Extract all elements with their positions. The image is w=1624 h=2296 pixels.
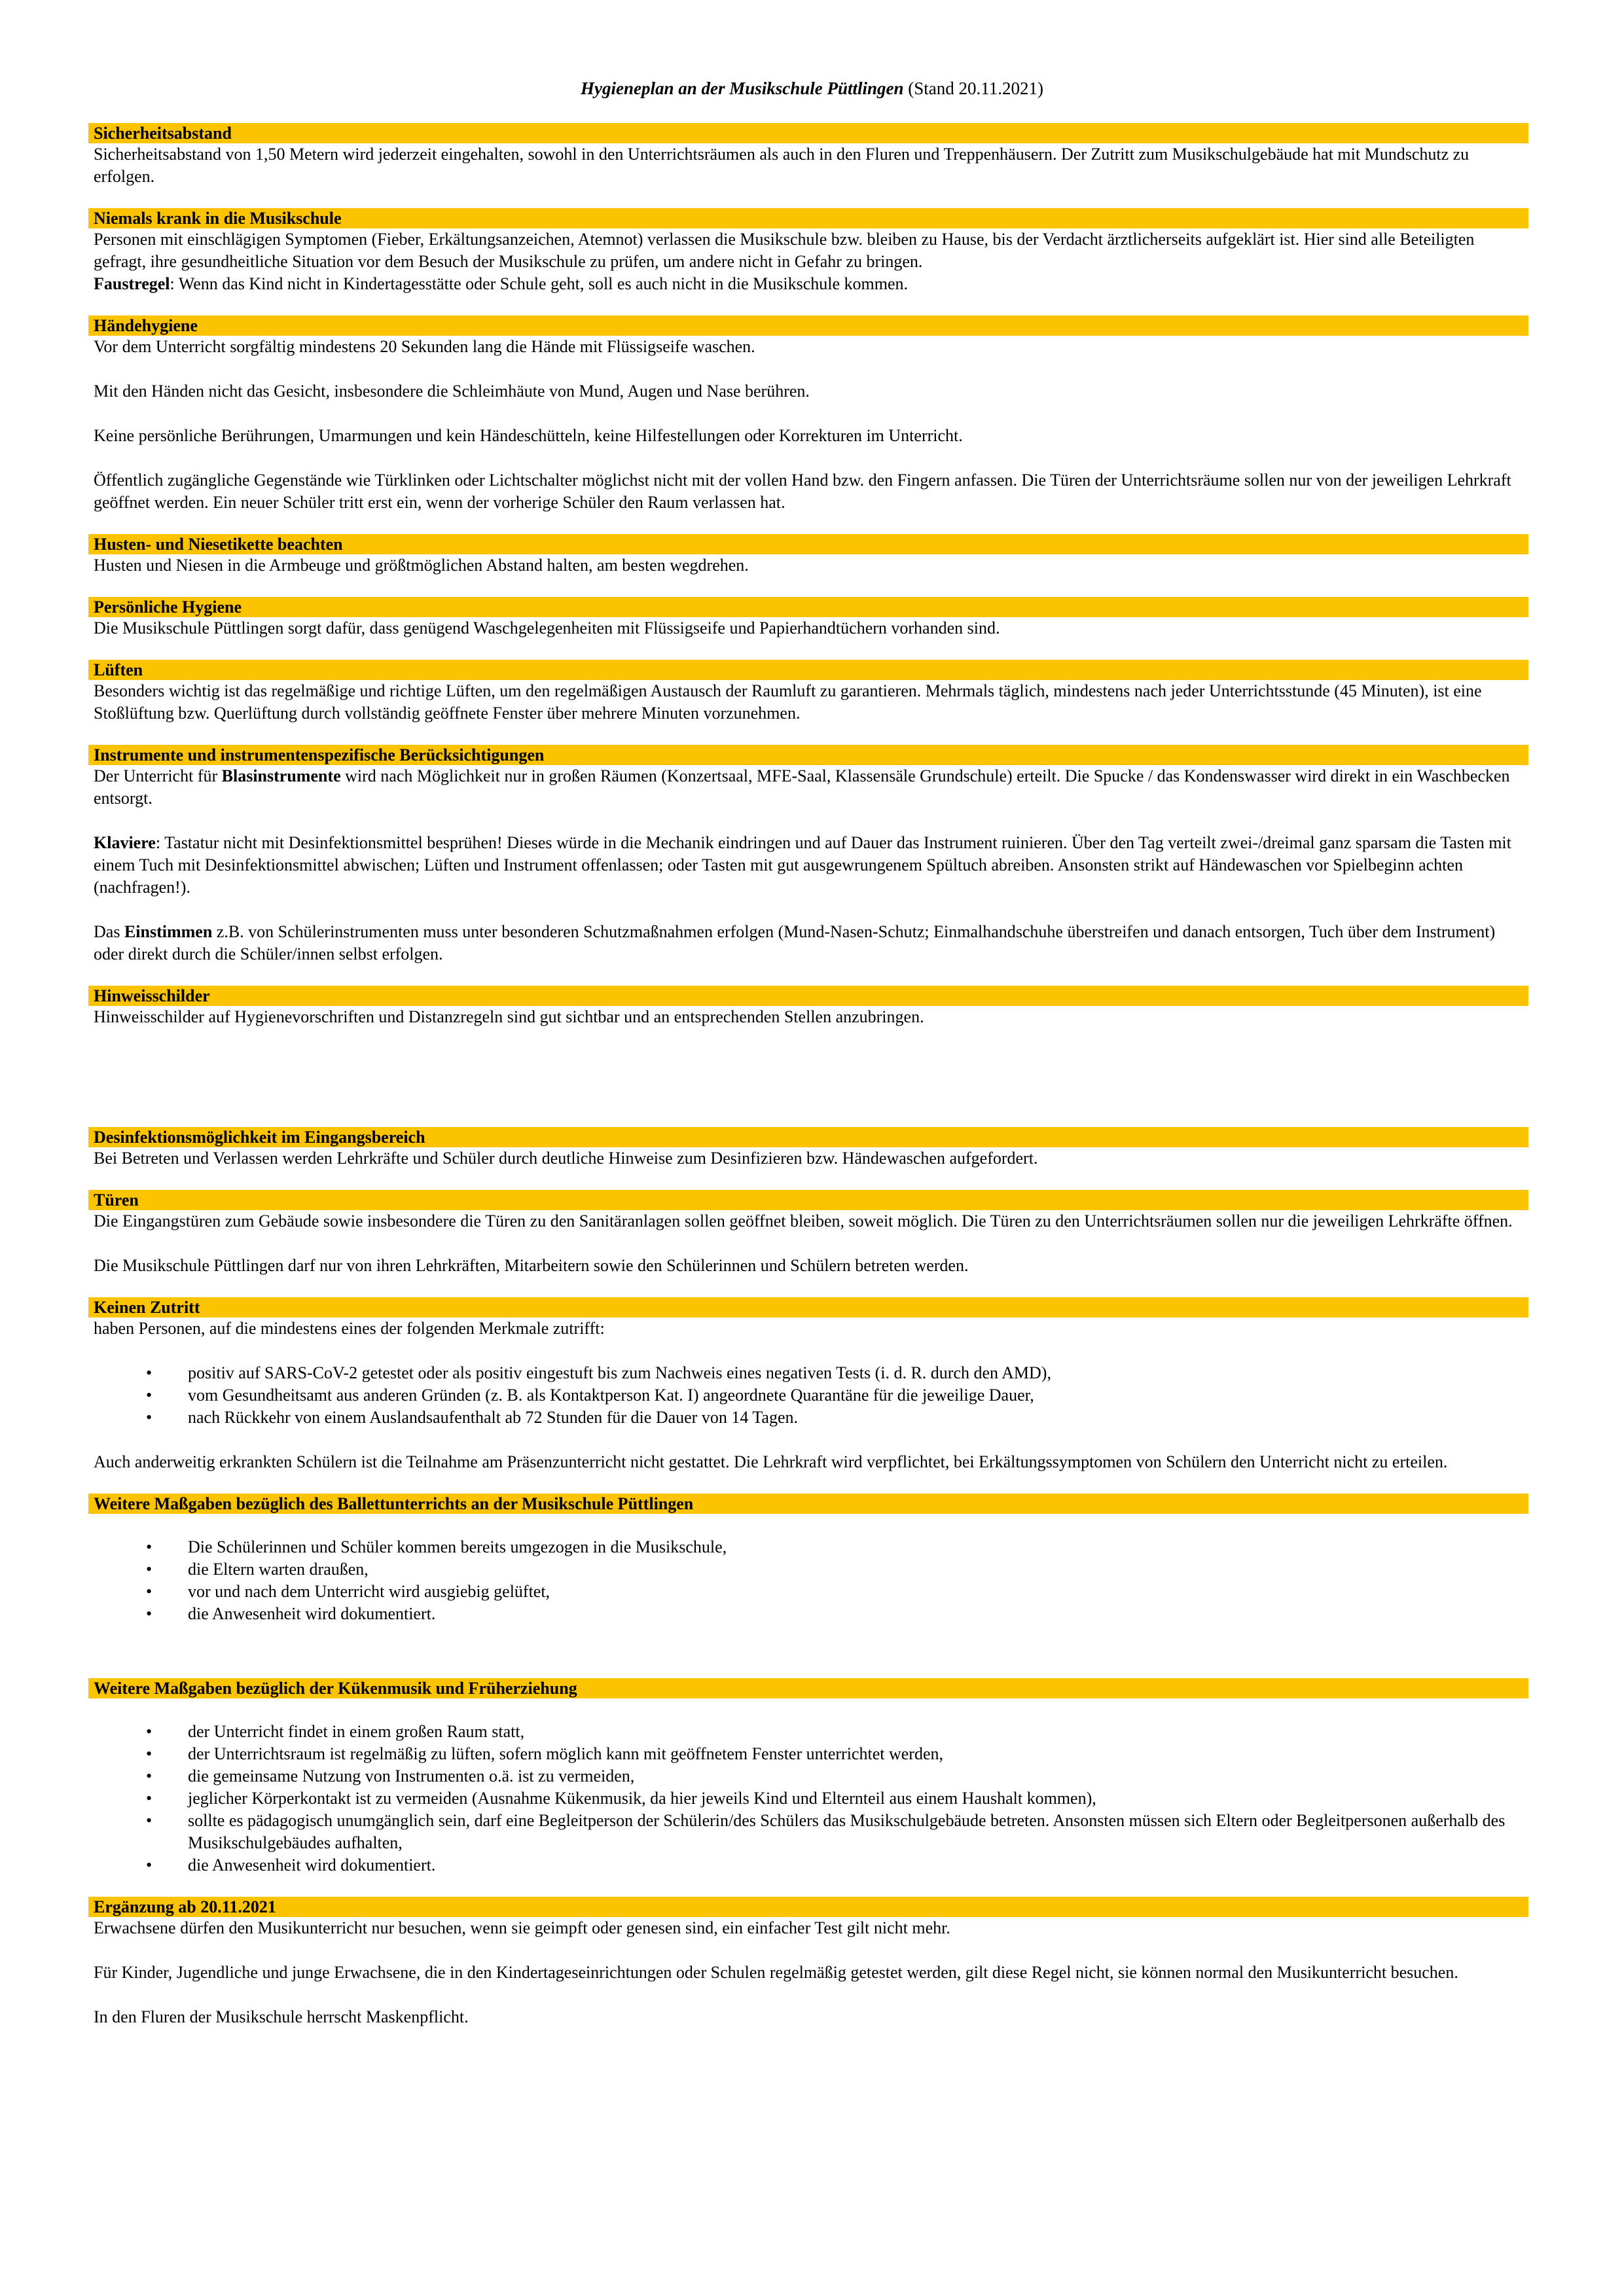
section-persoenliche-hygiene (88, 597, 1528, 639)
paragraph: Bei Betreten und Verlassen werden Lehrkräfte und Schüler durch deutliche Hinweise zum Desinfizieren bzw. Händewaschen aufgefordert. (94, 1149, 1038, 1168)
section-body (88, 1147, 1528, 1170)
section-niemals-krank (88, 208, 1528, 295)
text: wird nach Möglichkeit nur in großen Räumen (Konzertsaal, MFE-Saal, Klassensäle Grundschule) erteilt. Die Spucke / das Kondenswasser wird direkt in ein Waschbecken entsorgt. (94, 766, 1510, 808)
section-heading: Instrumente und instrumentenspezifische Berücksichtigungen (88, 745, 1528, 765)
section-heading: Händehygiene (88, 315, 1528, 336)
list-item: • jeglicher Körperkontakt ist zu vermeiden (Ausnahme Kükenmusik, da hier jeweils Kind und Elternteil aus einem Haushalt kommen), (94, 1787, 1528, 1810)
text: : Tastatur nicht mit Desinfektionsmittel besprühen! Dieses würde in die Mechanik eindringen und auf Dauer das Instrument ruinieren. Über den Tag verteilt zwei-/dreimal ganz sparsam die Tasten mit einem Tuch mit Desinfektionsmittel abwischen; Lüften und Instrument offenlassen; oder Tasten mit gut ausgewrungenem Spültuch abreiben. Ansonsten strikt auf Händewaschen vor Spielbeginn achten (nachfragen!). (94, 833, 1511, 897)
paragraph: Öffentlich zugängliche Gegenstände wie Türklinken oder Lichtschalter möglichst nicht mit der vollen Hand bzw. den Fingern anfassen. Die Türen der Unterrichtsräume sollen nur von der jeweiligen Lehrkraft geöffnet werden. Ein neuer Schüler tritt erst ein, wenn der vorherige Schüler den Raum verlassen hat. (94, 471, 1511, 512)
list-item: • sollte es pädagogisch unumgänglich sein, darf eine Begleitperson der Schülerin/des Schülers das Musikschulgebäude betreten. Ansonsten müssen sich Eltern oder Begleitpersonen außerhalb des Musikschulgebäudes aufhalten, (94, 1810, 1528, 1854)
section-haendehygiene (88, 315, 1528, 514)
faustregel-text: : Wenn das Kind nicht in Kindertagesstätte oder Schule geht, soll es auch nicht in die Musikschule kommen. (170, 274, 908, 293)
section-ballettunterricht (88, 1494, 1528, 1625)
bold-term: Einstimmen (124, 922, 213, 941)
section-desinfektion (88, 1127, 1528, 1170)
list-item: • die Anwesenheit wird dokumentiert. (94, 1603, 1528, 1625)
section-heading: Persönliche Hygiene (88, 597, 1528, 617)
paragraph: Mit den Händen nicht das Gesicht, insbesondere die Schleimhäute von Mund, Augen und Nase berühren. (94, 382, 810, 401)
section-body (88, 765, 1528, 965)
title-stand: (Stand 20.11.2021) (908, 79, 1044, 98)
title-main: Hygieneplan an der Musikschule Püttlingen (580, 79, 904, 98)
paragraph: Hinweisschilder auf Hygienevorschriften und Distanzregeln sind gut sichtbar und an entsprechenden Stellen anzubringen. (94, 1007, 924, 1026)
section-ergaenzung (88, 1897, 1528, 2028)
section-hinweisschilder (88, 986, 1528, 1028)
section-heading: Hinweisschilder (88, 986, 1528, 1006)
section-heading: Niemals krank in die Musikschule (88, 208, 1528, 228)
spacer (88, 1049, 1528, 1127)
spacer (88, 1645, 1528, 1678)
section-body (88, 1210, 1528, 1277)
bold-term: Blasinstrumente (221, 766, 341, 785)
section-heading: Weitere Maßgaben bezüglich der Kükenmusik und Früherziehung (88, 1678, 1528, 1698)
section-body (88, 1006, 1528, 1028)
section-body (88, 228, 1528, 295)
section-heading: Lüften (88, 660, 1528, 680)
list-item: • die Anwesenheit wird dokumentiert. (94, 1854, 1528, 1876)
list-item: • der Unterricht findet in einem großen Raum statt, (94, 1721, 1528, 1743)
text: Der Unterricht für (94, 766, 222, 785)
paragraph: Auch anderweitig erkrankten Schülern ist die Teilnahme am Präsenzunterricht nicht gestattet. Die Lehrkraft wird verpflichtet, bei Erkältungssymptomen von Schülern den Unterricht nicht zu erteilen. (94, 1452, 1448, 1471)
bullet-list (94, 1536, 1528, 1625)
document-content (88, 123, 1528, 2049)
paragraph: Husten und Niesen in die Armbeuge und größtmöglichen Abstand halten, am besten wegdrehen. (94, 556, 749, 575)
section-husten-niesetikette (88, 534, 1528, 577)
bullet-list (94, 1362, 1528, 1429)
paragraph: Die Eingangstüren zum Gebäude sowie insbesondere die Türen zu den Sanitäranlagen sollen geöffnet bleiben, soweit möglich. Die Türen zu den Unterrichtsräumen sollen nur die jeweiligen Lehrkräfte öffnen. (94, 1211, 1513, 1230)
section-heading: Desinfektionsmöglichkeit im Eingangsbereich (88, 1127, 1528, 1147)
paragraph: Personen mit einschlägigen Symptomen (Fieber, Erkältungsanzeichen, Atemnot) verlassen die Musikschule bzw. bleiben zu Hause, bis der Verdacht ärztlicherseits aufgeklärt ist. Hier sind alle Beteiligten gefragt, ihre gesundheitliche Situation vor dem Besuch der Musikschule zu prüfen, um andere nicht in Gefahr zu bringen. (94, 230, 1475, 271)
section-body (88, 617, 1528, 639)
list-item: • nach Rückkehr von einem Auslandsaufenthalt ab 72 Stunden für die Dauer von 14 Tagen. (94, 1407, 1528, 1429)
section-kuekenmusik (88, 1678, 1528, 1876)
section-body (88, 1721, 1528, 1876)
section-heading: Weitere Maßgaben bezüglich des Ballettunterrichts an der Musikschule Püttlingen (88, 1494, 1528, 1514)
paragraph-einstimmen (94, 921, 1528, 965)
section-body (88, 554, 1528, 577)
bullet-list (94, 1721, 1528, 1876)
list-item: • die gemeinsame Nutzung von Instrumenten o.ä. ist zu vermeiden, (94, 1765, 1528, 1787)
page-title (0, 77, 1624, 99)
list-item: • vom Gesundheitsamt aus anderen Gründen (z. B. als Kontaktperson Kat. I) angeordnete Quarantäne für die jeweilige Dauer, (94, 1384, 1528, 1407)
section-heading: Ergänzung ab 20.11.2021 (88, 1897, 1528, 1917)
section-sicherheitsabstand (88, 123, 1528, 188)
section-lueften (88, 660, 1528, 725)
paragraph: Keine persönliche Berührungen, Umarmungen und kein Händeschütteln, keine Hilfestellungen oder Korrekturen im Unterricht. (94, 426, 963, 445)
list-item: • positiv auf SARS-CoV-2 getestet oder als positiv eingestuft bis zum Nachweis eines negativen Tests (i. d. R. durch den AMD), (94, 1362, 1528, 1384)
text: Das (94, 922, 124, 941)
paragraph: Die Musikschule Püttlingen sorgt dafür, dass genügend Waschgelegenheiten mit Flüssigseife und Papierhandtüchern vorhanden sind. (94, 619, 1000, 637)
section-heading: Keinen Zutritt (88, 1297, 1528, 1318)
section-heading: Husten- und Niesetikette beachten (88, 534, 1528, 554)
section-body (88, 1318, 1528, 1473)
paragraph: Die Musikschule Püttlingen darf nur von ihren Lehrkräften, Mitarbeitern sowie den Schülerinnen und Schülern betreten werden. (94, 1256, 969, 1275)
paragraph: Vor dem Unterricht sorgfältig mindestens 20 Sekunden lang die Hände mit Flüssigseife waschen. (94, 337, 755, 356)
section-instrumente (88, 745, 1528, 965)
paragraph-klaviere (94, 832, 1528, 899)
paragraph: Für Kinder, Jugendliche und junge Erwachsene, die in den Kindertageseinrichtungen oder Schulen regelmäßig getestet werden, gilt diese Regel nicht, sie können normal den Musikunterricht besuchen. (94, 1963, 1458, 1982)
section-tueren (88, 1190, 1528, 1277)
list-item: • die Eltern warten draußen, (94, 1558, 1528, 1581)
text: z.B. von Schülerinstrumenten muss unter besonderen Schutzmaßnahmen erfolgen (Mund-Nasen-Schutz; Einmalhandschuhe überstreifen und danach entsorgen, Tuch über dem Instrument) oder direkt durch die Schüler/innen selbst erfolgen. (94, 922, 1496, 963)
section-body (88, 680, 1528, 725)
paragraph: Besonders wichtig ist das regelmäßige und richtige Lüften, um den regelmäßigen Austausch der Raumluft zu garantieren. Mehrmals täglich, mindestens nach jeder Unterrichtsstunde (45 Minuten), ist eine Stoßlüftung bzw. Querlüftung durch vollständig geöffnete Fenster über mehrere Minuten vorzunehmen. (94, 681, 1482, 723)
list-item: • vor und nach dem Unterricht wird ausgiebig gelüftet, (94, 1581, 1528, 1603)
faustregel-label: Faustregel (94, 274, 170, 293)
paragraph-blasinstrumente (94, 765, 1528, 810)
list-item: • Die Schülerinnen und Schüler kommen bereits umgezogen in die Musikschule, (94, 1536, 1528, 1558)
section-body (88, 336, 1528, 514)
bold-term: Klaviere (94, 833, 156, 852)
paragraph-faustregel (94, 273, 1528, 295)
section-keinen-zutritt (88, 1297, 1528, 1473)
list-item: • der Unterrichtsraum ist regelmäßig zu lüften, sofern möglich kann mit geöffnetem Fenster unterrichtet werden, (94, 1743, 1528, 1765)
paragraph: Sicherheitsabstand von 1,50 Metern wird jederzeit eingehalten, sowohl in den Unterrichtsräumen als auch in den Fluren und Treppenhäusern. Der Zutritt zum Musikschulgebäude hat mit Mundschutz zu erfolgen. (94, 145, 1470, 186)
paragraph: Erwachsene dürfen den Musikunterricht nur besuchen, wenn sie geimpft oder genesen sind, ein einfacher Test gilt nicht mehr. (94, 1918, 950, 1937)
paragraph: In den Fluren der Musikschule herrscht Maskenpflicht. (94, 2007, 469, 2026)
section-body (88, 143, 1528, 188)
section-body (88, 1917, 1528, 2028)
section-heading: Sicherheitsabstand (88, 123, 1528, 143)
paragraph: haben Personen, auf die mindestens eines der folgenden Merkmale zutrifft: (94, 1319, 605, 1338)
section-heading: Türen (88, 1190, 1528, 1210)
section-body (88, 1536, 1528, 1625)
